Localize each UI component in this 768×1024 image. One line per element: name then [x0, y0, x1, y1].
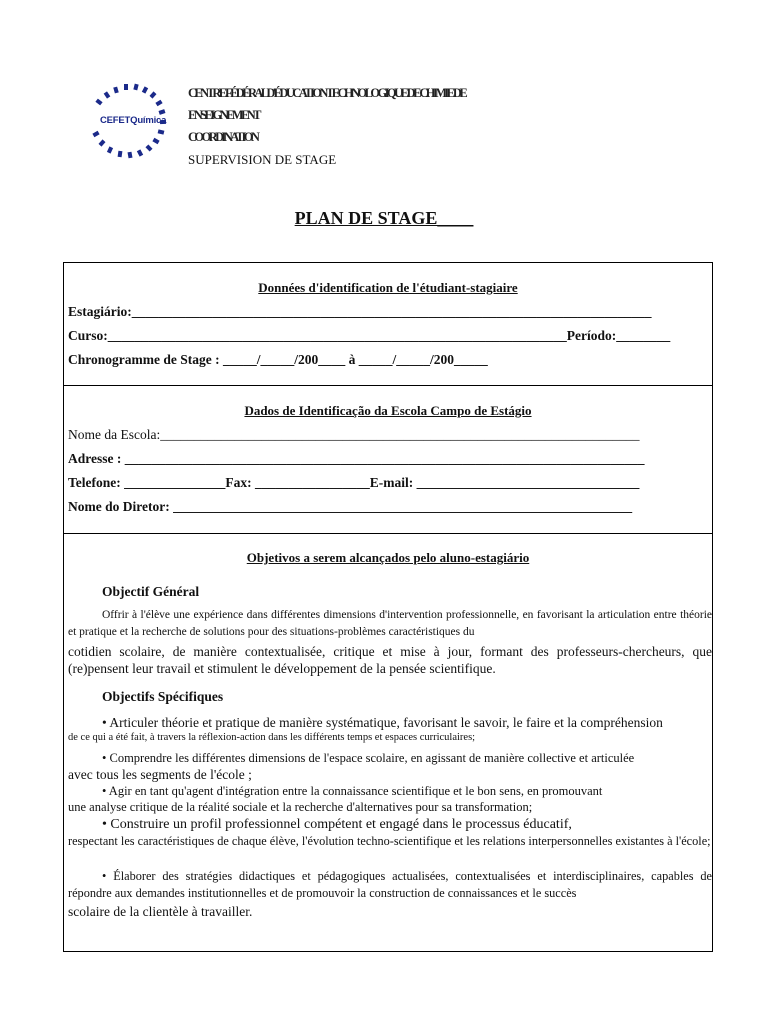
- institution-line-3: COORDINATION: [188, 130, 258, 144]
- bullet-2-b: avec tous les segments de l'école ;: [68, 767, 252, 782]
- cefet-quimica-logo: [86, 82, 174, 162]
- supervision-label: SUPERVISION DE STAGE: [188, 152, 337, 167]
- general-objective-text-small: Offrir à l'élève une expérience dans différentes dimensions d'intervention professionnelle, en favorisant la articulation entre théorie et pratique et la recherche de solutions pour des situations-problèmes caractéristiques du: [68, 609, 712, 638]
- bullet-5-b: scolaire de la clientèle à travailler.: [68, 904, 253, 919]
- form-frame: [63, 262, 713, 952]
- estagiario-field[interactable]: Estagiário:_____________________________________________________________________________: [68, 304, 652, 319]
- page-title: [0, 208, 768, 229]
- student-section-heading: Données d'identification de l'étudiant-stagiaire: [258, 280, 518, 295]
- bullet-5-a: • Élaborer des stratégies didactiques et pédagogiques actualisées, contextualisées et interdisciplinaires, capables de répondre aux demandes institutionnelles et de promouvoir la construction de connaissances et le succès: [68, 869, 712, 900]
- institution-line-2: ENSEIGNEMENT: [188, 108, 259, 122]
- school-section-heading: Dados de Identificação da Escola Campo de Estágio: [244, 403, 532, 418]
- institution-header: [188, 85, 465, 151]
- general-objective-text: cotidien scolaire, de manière contextualisée, critique et mise à jour, formant des professeurs-chercheurs, que (re)pensent leur travail et stimulent le développement de la pensée scientifique.: [68, 644, 712, 676]
- logo-text: CEFETQuímica: [100, 115, 167, 126]
- page-title-text: PLAN DE STAGE____: [294, 208, 474, 228]
- bullet-4-a: • Construire un profil professionnel compétent et engagé dans le processus éducatif,: [102, 817, 572, 832]
- bullet-4-b: respectant les caractéristiques de chaque élève, l'évolution techno-scientifique et les relations interpersonnelles existantes à l'école;: [68, 834, 711, 848]
- bullet-3-b: une analyse critique de la réalité sociale et la recherche d'alternatives pour sa transformation;: [68, 800, 533, 814]
- institution-line-1: CENTRE FÉDÉRAL D'ÉDUCATION TECHNOLOGIQUE DE CHIMIE DE: [188, 86, 466, 100]
- objectives-section-heading: Objetivos a serem alcançados pelo aluno-estagiário: [246, 550, 530, 565]
- telefone-fax-email-field[interactable]: Telefone: _______________Fax: _________________E-mail: _________________________________: [68, 475, 640, 490]
- section-divider-2: [64, 533, 712, 534]
- curso-field[interactable]: Curso:____________________________________________________________________Período:________: [68, 328, 671, 343]
- bullet-1-a: • Articuler théorie et pratique de manière systématique, favorisant le savoir, le faire et la compréhension: [102, 715, 663, 730]
- specific-objectives-title: Objectifs Spécifiques: [102, 689, 224, 704]
- bullet-3-a: • Agir en tant qu'agent d'intégration entre la connaissance scientifique et le bon sens, en promouvant: [102, 784, 603, 798]
- adresse-field[interactable]: Adresse : _____________________________________________________________________________: [68, 451, 645, 466]
- nome-diretor-field[interactable]: Nome do Diretor: ____________________________________________________________________: [68, 499, 633, 514]
- bullet-1-b: de ce qui a été fait, à travers la réflexion-action dans les différents temps et espaces curriculaires;: [68, 732, 476, 743]
- section-divider-1: [64, 385, 712, 386]
- nome-escola-field[interactable]: Nome da Escola:_______________________________________________________________________: [68, 427, 640, 442]
- general-objective-title: Objectif Général: [102, 584, 200, 599]
- bullet-2-a: • Comprendre les différentes dimensions de l'espace scolaire, en agissant de manière collective et articulée: [102, 751, 635, 765]
- chronogramme-field[interactable]: Chronogramme de Stage : _____/_____/200____ à _____/_____/200_____: [68, 352, 488, 367]
